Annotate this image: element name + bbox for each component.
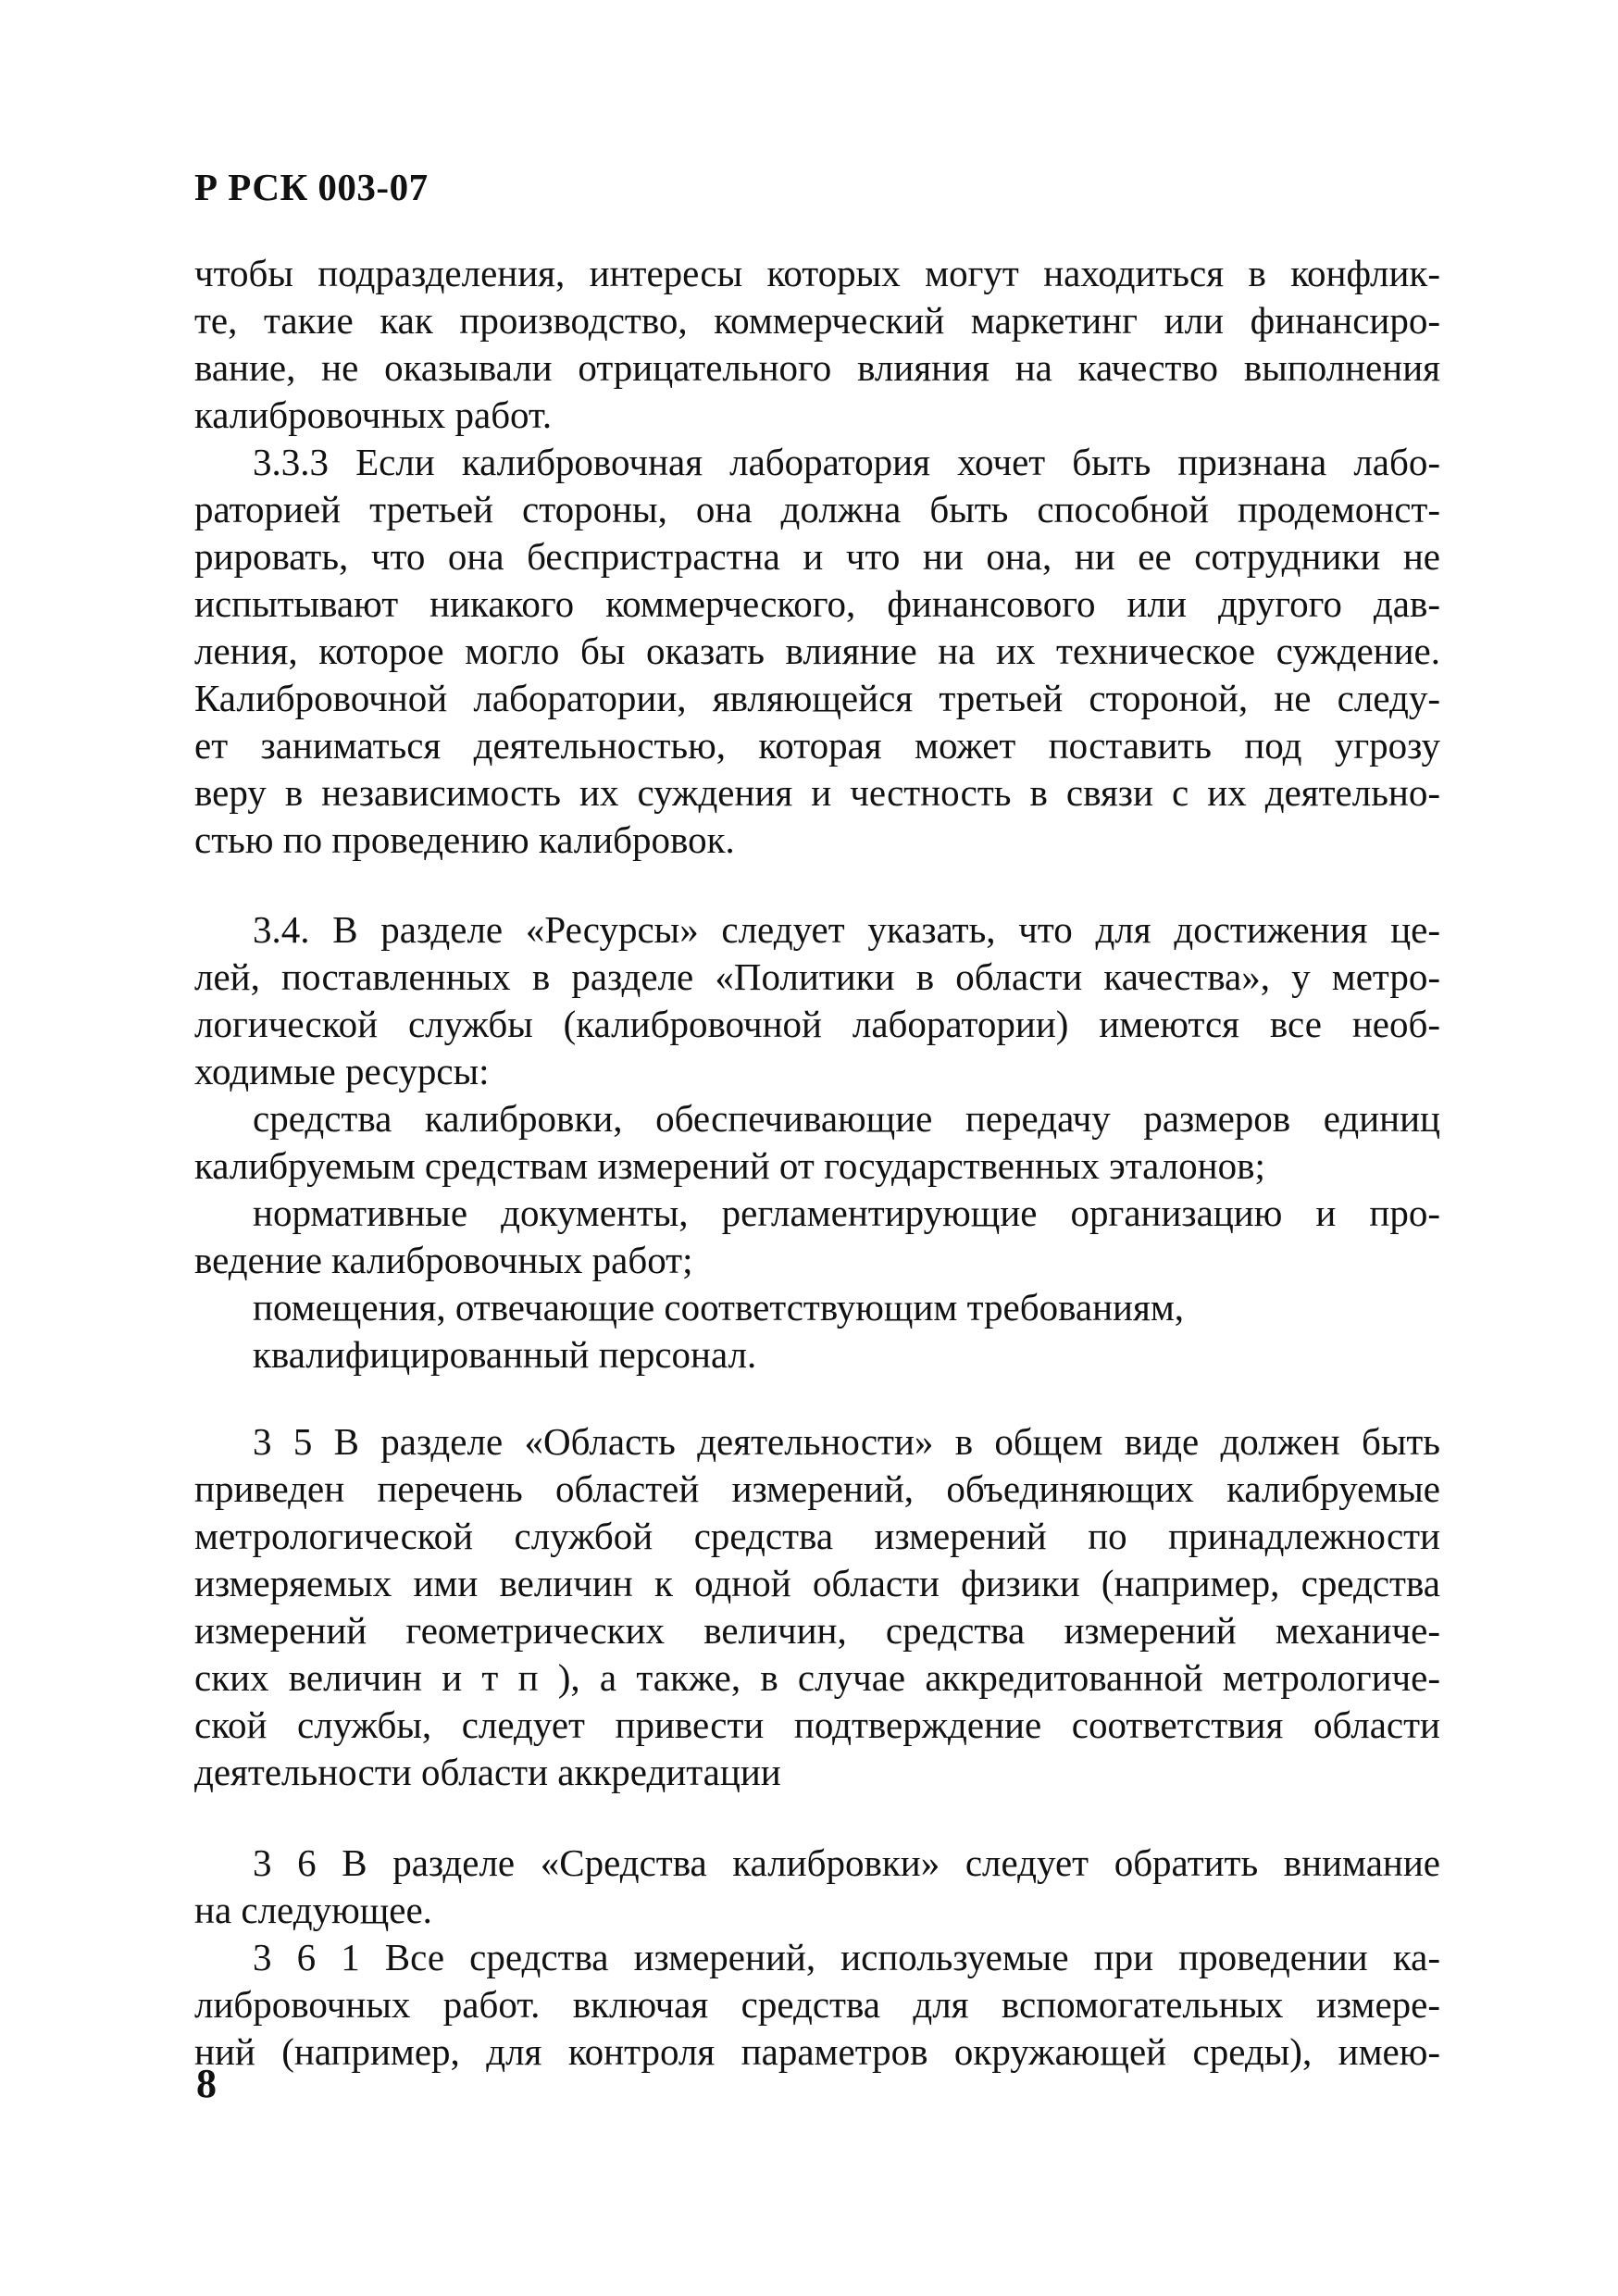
text-line: ет заниматься деятельностью, которая может поставить под угрозу (194, 724, 1440, 767)
text-line: калибровочных работ. (194, 393, 553, 436)
text-line: вание, не оказывали отрицательного влияния на качество выполнения (194, 346, 1440, 389)
list-item-line: помещения, отвечающие соответствующим требованиям, (253, 1286, 1185, 1329)
text-line: рировать, что она беспристрастна и что ни она, ни ее сотрудники не (194, 535, 1440, 578)
text-line: логической службы (калибровочной лаборатории) имеются все необ- (194, 1003, 1440, 1045)
list-item-line: нормативные документы, регламентирующие организацию и про- (253, 1192, 1440, 1234)
page-number: 8 (196, 2061, 217, 2106)
text-line: веру в независимость их суждения и честность в связи с их деятельно- (194, 771, 1440, 814)
text-line: 3 5 В разделе «Область деятельности» в общем виде должен быть (253, 1420, 1440, 1463)
text-line: ской службы, следует привести подтверждение соответствия области (194, 1703, 1440, 1746)
text-line: измеряемых ими величин к одной области физики (например, средства (194, 1562, 1440, 1604)
text-line: 3 6 1 Все средства измерений, используемые при проведении ка- (253, 1936, 1440, 1978)
text-line: 3.4. В разделе «Ресурсы» следует указать, что для достижения це- (253, 908, 1440, 951)
text-line: на следующее. (194, 1889, 432, 1931)
paragraph-3-3-3 (194, 439, 1440, 864)
text-line: деятельности области аккредитации (194, 1751, 781, 1793)
text-line: чтобы подразделения, интересы которых могут находиться в конфлик- (194, 252, 1440, 294)
text-line: приведен перечень областей измерений, объединяющих калибруемые (194, 1467, 1440, 1510)
text-line: Калибровочной лаборатории, являющейся третьей стороной, не следу- (194, 677, 1440, 719)
text-line: раторией третьей стороны, она должна быть способной продемонст- (194, 488, 1440, 530)
paragraph-3-4 (194, 906, 1440, 1379)
text-line: ний (например, для контроля параметров окружающей среды), имею- (194, 2030, 1440, 2073)
document-code: Р РСК 003-07 (194, 166, 429, 208)
paragraph-continuation (194, 250, 1440, 439)
paragraph-3-6 (194, 1840, 1440, 2076)
text-line: измерений геометрических величин, средства измерений механиче- (194, 1609, 1440, 1652)
text-line: 3 6 В разделе «Средства калибровки» следует обратить внимание (253, 1841, 1440, 1884)
list-item-line: квалифицированный персонал. (253, 1333, 757, 1376)
list-item-line: калибруемым средствам измерений от государственных эталонов; (194, 1144, 1265, 1187)
text-line: либровочных работ. включая средства для вспомогательных измере- (194, 1983, 1440, 2026)
text-line: испытывают никакого коммерческого, финансового или другого дав- (194, 582, 1440, 625)
paragraph-3-5 (194, 1418, 1440, 1796)
text-line: метрологической службой средства измерений по принадлежности (194, 1515, 1440, 1557)
text-line: ходимые ресурсы: (194, 1050, 490, 1092)
text-line: ления, которое могло бы оказать влияние на их техническое суждение. (194, 630, 1440, 672)
text-line: те, такие как производство, коммерческий маркетинг или финансиро- (194, 299, 1440, 342)
list-item-line: ведение калибровочных работ; (194, 1239, 693, 1281)
text-line: ских величин и т п ), а также, в случае аккредитованной метрологиче- (194, 1656, 1440, 1699)
text-line: стью по проведению калибровок. (194, 818, 735, 861)
text-line: 3.3.3 Если калибровочная лаборатория хочет быть признана лабо- (253, 441, 1440, 483)
text-line: лей, поставленных в разделе «Политики в области качества», у метро- (194, 955, 1440, 998)
list-item-line: средства калибровки, обеспечивающие передачу размеров единиц (253, 1097, 1440, 1140)
